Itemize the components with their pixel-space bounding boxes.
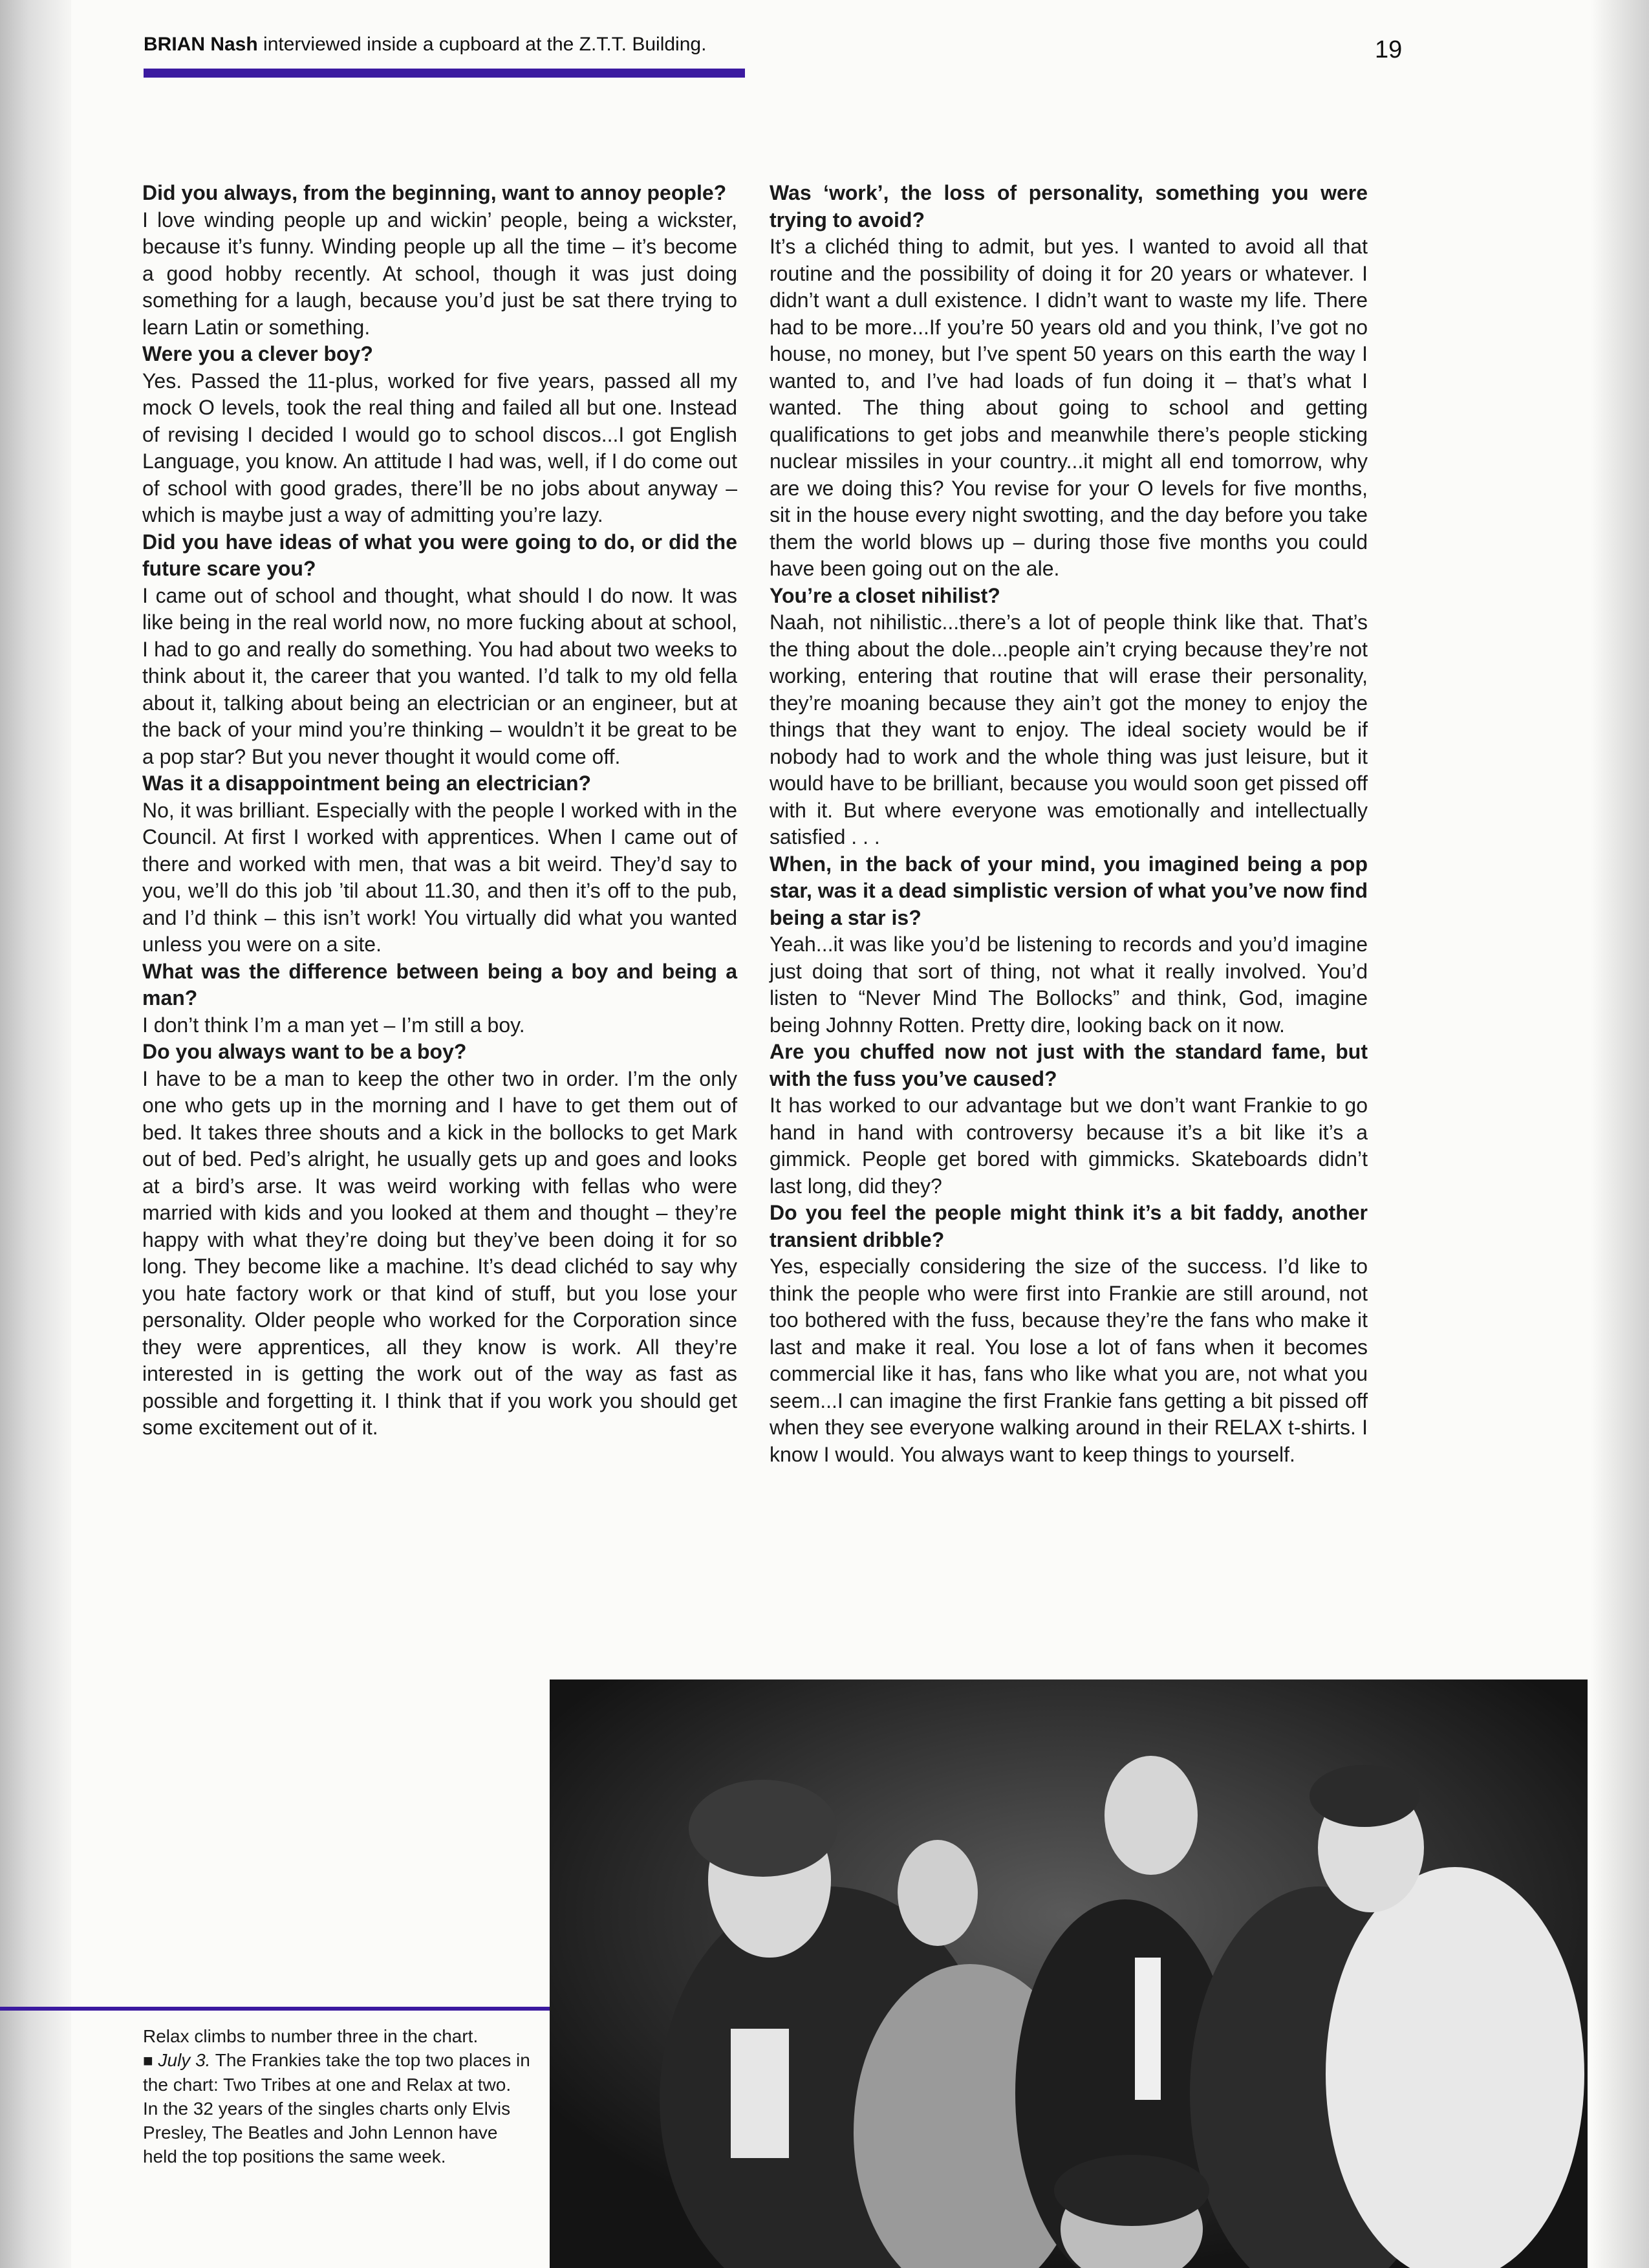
interview-question: Do you feel the people might think it’s a bit faddy, another transient dribble? [770, 1201, 1368, 1251]
caption-body: The Frankies take the top two places in the chart: Two Tribes at one and Relax at two. In the 32 years of the singles charts only Elvis Presley, The Beatles and John Lennon have held the top positions the same week. [143, 2050, 530, 2166]
page-number: 19 [1375, 36, 1403, 63]
photo-caption [143, 2024, 531, 2168]
interview-answer: Naah, not nihilistic...there’s a lot of people think like that. That’s the thing about the dole...people ain’t crying because they’re not working, entering that routine that will erase their personality, they’re moaning because they ain’t got the money to enjoy the things that they want to enjoy. The ideal society would be if nobody had to work and the whole thing was just leisure, but it would have to be brilliant, because you would soon get pissed off with it. But where everyone was emotionally and intellectually satisfied . . . [770, 610, 1368, 848]
interview-question: What was the difference between being a boy and being a man? [142, 959, 737, 1010]
band-photo-illustration [550, 1679, 1588, 2268]
interview-answer: Yeah...it was like you’d be listening to records and you’d imagine just doing that sort of thing, not what it really involved. You’d listen to “Never Mind The Bollocks” and think, God, imagine being Johnny Rotten. Pretty dire, looking back on it now. [770, 933, 1368, 1037]
header-accent-bar [144, 69, 745, 78]
caption-rule [0, 2007, 550, 2011]
interview-question: Are you chuffed now not just with the standard fame, but with the fuss you’ve caused? [770, 1040, 1368, 1090]
interview-answer: It’s a clichéd thing to admit, but yes. I wanted to avoid all that routine and the possibility of doing it for 20 years or whatever. I didn’t want a dull existence. I didn’t want to waste my life. There had to be more...If you’re 50 years old and you think, I’ve got no house, no money, but I’ve spent 50 years on this earth the way I wanted to, and I’ve had loads of fun doing it – that’s what I wanted. The thing about going to school and getting qualifications to get jobs and meanwhile there’s people sticking nuclear missiles in your country...it might all end tomorrow, why are we doing this? You revise for your O levels for five months, sit in the house every night swotting, and the day before you take them the world blows up – during those five months you could have been going out on the ale. [770, 235, 1368, 580]
interview-answer: Yes, especially considering the size of the success. I’d like to think the people who were first into Frankie are still around, not too bothered with the fuss, because they’re the fans who make it last and make it real. You lose a lot of fans when it becomes commercial like it has, fans who like what you are, not what you seem...I can imagine the first Frankie fans getting a bit pissed off when they see everyone walking around in their RELAX t-shirts. I know I would. You always want to keep things to yourself. [770, 1255, 1368, 1466]
interview-question: Was it a disappointment being an electrician? [142, 772, 592, 795]
caption-bullet: ■ [143, 2051, 153, 2070]
header-subtitle: interviewed inside a cupboard at the Z.T.T. Building. [257, 34, 707, 55]
binding-shadow [0, 0, 71, 2268]
interview-answer: No, it was brilliant. Especially with the people I worked with in the Council. At first I worked with apprentices. When I came out of there and worked with men, that was a bit weird. They’d say to you, we’ll do this job ’til about 11.30, and then it’s off to the pub, and I’d think – this isn’t work! You virtually did what you wanted unless you were on a site. [142, 798, 737, 956]
interview-answer: I love winding people up and wickin’ people, being a wickster, because it’s funny. Winding people up all the time – it’s become a good hobby recently. At school, though it was just doing something for a laugh, because you’d just be sat there trying to learn Latin or something. [142, 208, 737, 339]
band-photo [550, 1679, 1588, 2268]
interview-answer: Yes. Passed the 11-plus, worked for five years, passed all my mock O levels, took the real thing and failed all but one. Instead of revising I decided I would go to school discos...I got English Language, you know. An attitude I had was, well, if I do come out of school with good grades, there’ll be no jobs about anyway – which is maybe just a way of admitting you’re lazy. [142, 369, 737, 526]
right-column [770, 180, 1368, 1468]
caption-line1: Relax climbs to number three in the chart. [143, 2026, 479, 2046]
interview-question: Was ‘work’, the loss of personality, something you were trying to avoid? [770, 181, 1368, 232]
interview-question: Did you always, from the beginning, want to annoy people? [142, 181, 727, 204]
interview-question: Did you have ideas of what you were going to do, or did the future scare you? [142, 530, 737, 580]
page-edge-shadow [1591, 0, 1649, 2268]
page-header [144, 34, 706, 56]
interview-answer: It has worked to our advantage but we don’t want Frankie to go hand in hand with controversy because it’s a bit like it’s a gimmick. People get bored with gimmicks. Skateboards didn’t last long, did they? [770, 1094, 1368, 1198]
caption-date: July 3. [158, 2050, 211, 2070]
interview-question: Were you a clever boy? [142, 342, 373, 365]
interview-answer: I have to be a man to keep the other two in order. I’m the only one who gets up in the morning and I have to get them out of bed. It takes three shouts and a kick in the bollocks to get Mark out of bed. Ped’s alright, he usually gets up and goes and looks at a bird’s arse. It was weird working with fellas who were married with kids and you looked at them and thought – they’re happy with what they’re doing but they’ve been doing it for so long. They become like a machine. It’s dead clichéd to say why you hate factory work or that kind of stuff, but you lose your personality. Older people who worked for the Corporation since they were apprentices, all they know is work. All they’re interested in is getting the work out of the way as fast as possible and forgetting it. I think that if you work you should get some excitement out of it. [142, 1066, 737, 1439]
interview-question: When, in the back of your mind, you imagined being a pop star, was it a dead simplistic version of what you’ve now find being a star is? [770, 852, 1368, 929]
header-name: BRIAN Nash [144, 34, 258, 55]
interview-question: You’re a closet nihilist? [770, 583, 1000, 607]
interview-answer: I don’t think I’m a man yet – I’m still a boy. [142, 1013, 525, 1037]
interview-question: Do you always want to be a boy? [142, 1040, 467, 1063]
left-column [142, 180, 737, 1442]
interview-answer: I came out of school and thought, what should I do now. It was like being in the real world now, no more fucking about at school, I had to go and really do something. You had about two weeks to think about it, the career that you wanted. I’d talk to my old fella about it, talking about being an electrician or an engineer, but at the back of your mind you’re thinking – wouldn’t it be great to be a pop star? But you never thought it would come off. [142, 583, 737, 768]
